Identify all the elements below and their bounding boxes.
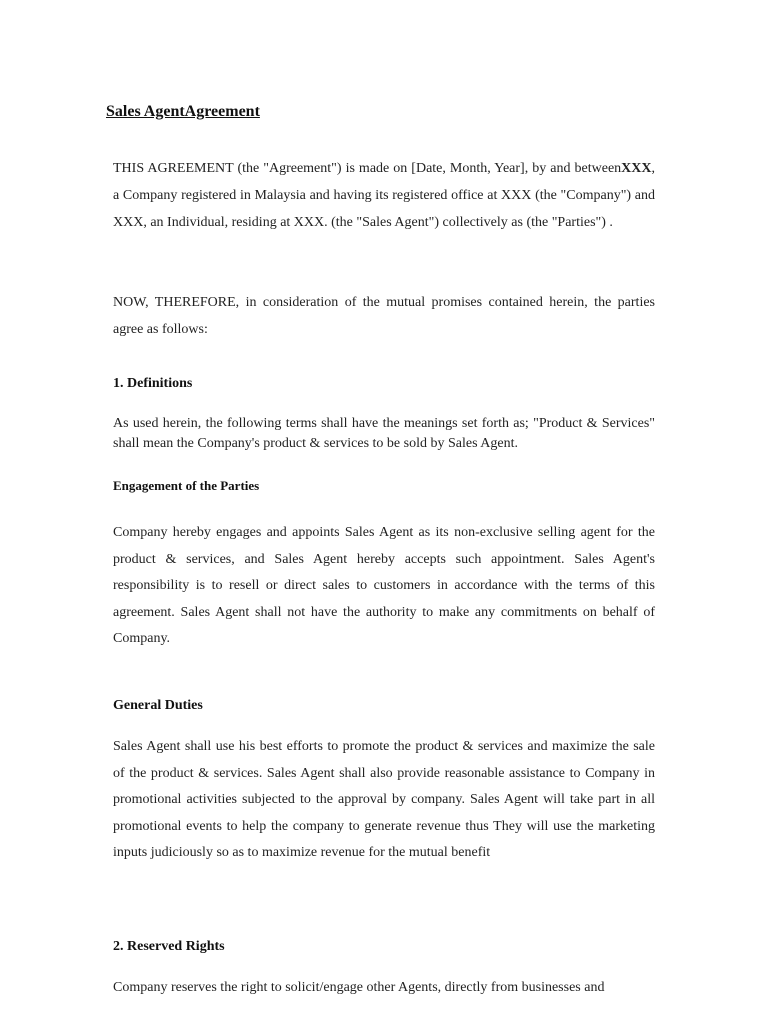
reserved-rights-paragraph: Company reserves the right to solicit/engage other Agents, directly from businesses and xyxy=(113,980,605,995)
document-title: Sales AgentAgreement xyxy=(106,103,260,120)
engagement-heading: Engagement of the Parties xyxy=(113,478,260,493)
intro-text-start: THIS AGREEMENT (the "Agreement") is made on [Date, Month, Year], by and between xyxy=(113,161,622,176)
intro-paragraph xyxy=(113,155,655,236)
reserved-rights-heading: 2. Reserved Rights xyxy=(113,939,225,954)
intro-text-end: , a Company registered in Malaysia and having its registered office at XXX (the "Company") and XXX, an Individual, residing at XXX. (the "Sales Agent") collectively as (the "Parties") . xyxy=(113,161,655,230)
general-duties-heading: General Duties xyxy=(113,698,203,713)
now-therefore-paragraph: NOW, THEREFORE, in consideration of the mutual promises contained herein, the parties agree as follows: xyxy=(113,295,655,337)
general-duties-paragraph: Sales Agent shall use his best efforts to promote the product & services and maximize the sale of the product & services. Sales Agent shall also provide reasonable assistance to Company in promotional activities subjected to the approval by company. Sales Agent will take part in all promotional events to help the company to generate revenue thus They will use the marketing inputs judiciously so as to maximize revenue for the mutual benefit xyxy=(113,739,655,860)
definitions-paragraph: As used herein, the following terms shall have the meanings set forth as; "Product & Services" shall mean the Company's product & services to be sold by Sales Agent. xyxy=(113,416,655,451)
engagement-paragraph: Company hereby engages and appoints Sales Agent as its non-exclusive selling agent for the product & services, and Sales Agent hereby accepts such appointment. Sales Agent's responsibility is to resell or direct sales to customers in accordance with the terms of this agreement. Sales Agent shall not have the authority to make any commitments on behalf of Company. xyxy=(113,525,655,646)
intro-party-name: XXX xyxy=(621,161,652,176)
definitions-heading: 1. Definitions xyxy=(113,376,193,391)
